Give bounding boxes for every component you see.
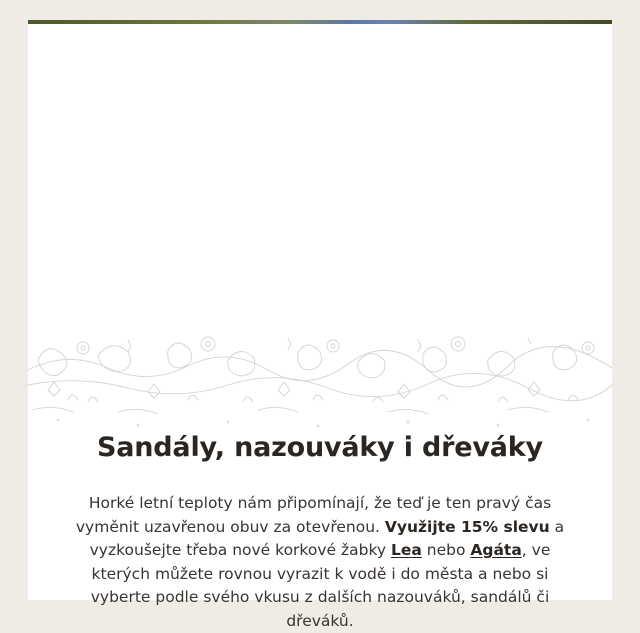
body-text-part3: nebo <box>421 541 471 559</box>
email-card <box>28 20 612 630</box>
body-text-part1: Horké letní teploty nám připomínají, že teď je ten pravý čas vyměnit uzavřenou obuv za otevřenou. <box>75 494 552 536</box>
hero-image[interactable] <box>28 24 612 334</box>
product-link-lea[interactable]: Lea <box>390 541 422 559</box>
body-text-part2: a vyzkoušejte třeba nové korkové žabky <box>89 517 565 559</box>
body-text-part4: , ve kterých můžete rovnou vyrazit k vodě i do města a nebo si vyberte podle svého vkusu z dalších nazouváků, sandálů či dřeváků. <box>90 541 551 630</box>
body-paragraph <box>64 492 576 633</box>
floral-line-art-icon <box>28 330 612 440</box>
product-link-agata[interactable]: Agáta <box>470 541 522 559</box>
headline: Sandály, nazouváky i dřeváky <box>97 432 543 463</box>
discount-highlight: Využijte 15% slevu <box>384 517 550 536</box>
floral-divider <box>28 330 612 440</box>
